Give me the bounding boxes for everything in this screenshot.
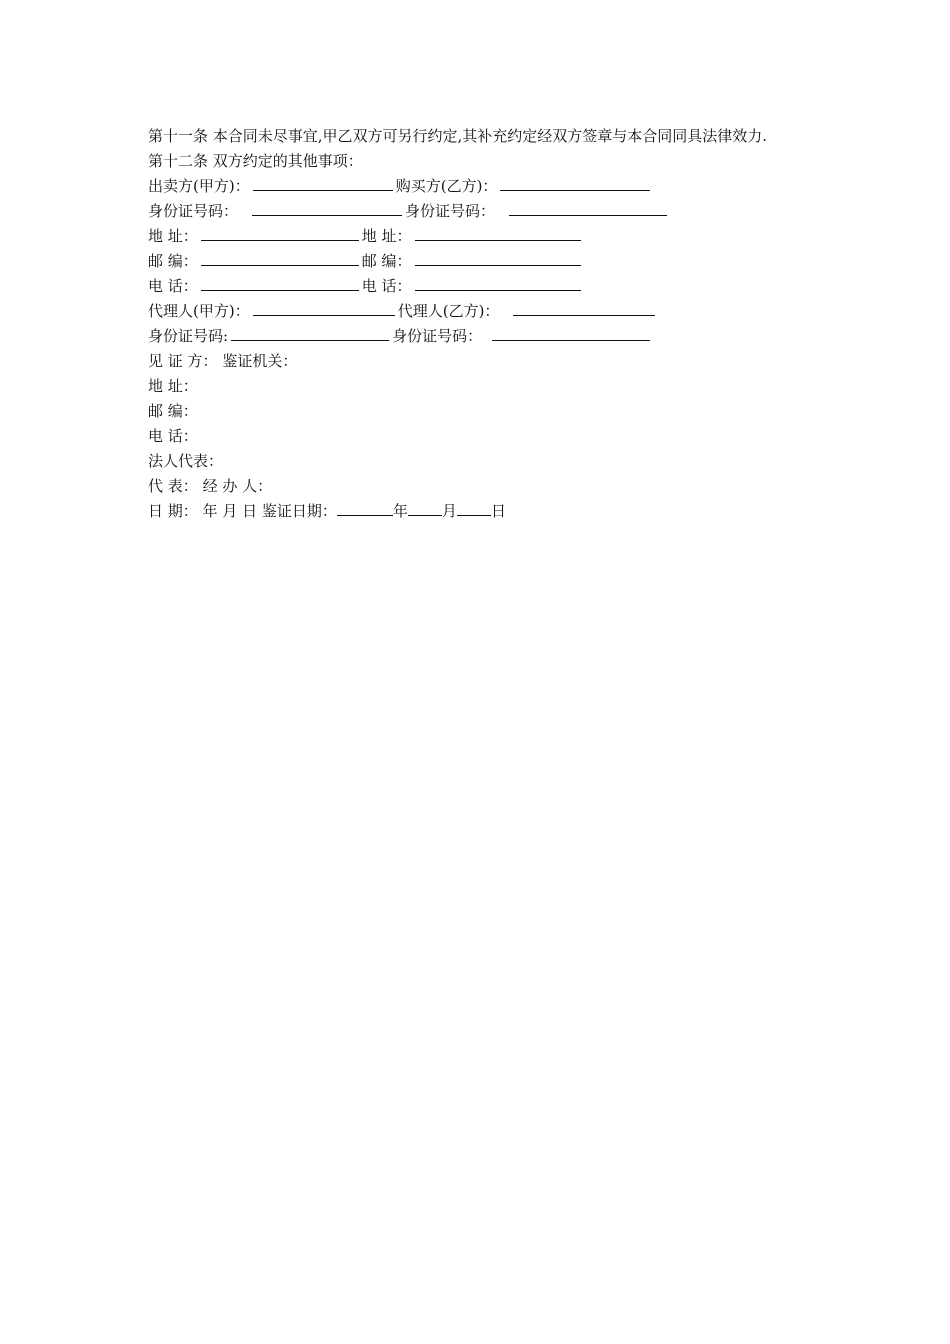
postcode-a-label: 邮 编： bbox=[148, 252, 198, 270]
handler-label: 经 办 人： bbox=[202, 477, 273, 495]
legal-representative: 法人代表： bbox=[148, 452, 224, 470]
day-label: 日 bbox=[490, 502, 506, 520]
article-12: 第十二条 双方约定的其他事项： bbox=[148, 152, 363, 170]
month-label: 月 bbox=[441, 502, 457, 520]
postcode-b-blank[interactable] bbox=[415, 250, 581, 266]
postcode-a-blank[interactable] bbox=[201, 250, 359, 266]
phone-a-blank[interactable] bbox=[201, 275, 359, 291]
representative-label: 代 表： bbox=[148, 477, 198, 495]
agent-b-label: 代理人(乙方)： bbox=[397, 302, 500, 320]
phone-b-blank[interactable] bbox=[415, 275, 581, 291]
agent-a-label: 代理人(甲方)： bbox=[148, 302, 250, 320]
address-row bbox=[148, 224, 818, 249]
id-a-label: 身份证号码： bbox=[148, 202, 239, 220]
witness-postcode: 邮 编： bbox=[148, 402, 198, 420]
seller-label: 出卖方(甲方)： bbox=[148, 177, 250, 195]
notary-date-label: 鉴证日期： bbox=[261, 502, 337, 520]
seller-blank[interactable] bbox=[253, 175, 393, 191]
address-a-blank[interactable] bbox=[201, 225, 359, 241]
representative-row bbox=[148, 474, 818, 499]
id-a-blank[interactable] bbox=[252, 200, 402, 216]
month-blank[interactable] bbox=[408, 500, 442, 516]
date-label: 日 期： bbox=[148, 502, 198, 520]
address-a-label: 地 址： bbox=[148, 227, 198, 245]
postcode-row bbox=[148, 249, 818, 274]
witness-row bbox=[148, 349, 818, 374]
date-row bbox=[148, 499, 818, 524]
witness-address: 地 址： bbox=[148, 377, 198, 395]
article-11: 第十一条 本合同未尽事宜,甲乙双方可另行约定,其补充约定经双方签章与本合同同具法律效力. bbox=[148, 127, 768, 145]
buyer-blank[interactable] bbox=[500, 175, 650, 191]
year-label: 年 bbox=[392, 502, 408, 520]
agent-id-b-blank[interactable] bbox=[492, 325, 650, 341]
agent-row bbox=[148, 299, 818, 324]
day-blank[interactable] bbox=[457, 500, 491, 516]
contract-signature-section bbox=[148, 124, 818, 524]
agent-id-b-label: 身份证号码： bbox=[392, 327, 483, 345]
year-blank[interactable] bbox=[337, 500, 393, 516]
address-b-blank[interactable] bbox=[415, 225, 581, 241]
id-b-label: 身份证号码： bbox=[405, 202, 496, 220]
buyer-label: 购买方(乙方)： bbox=[395, 177, 498, 195]
agent-a-blank[interactable] bbox=[253, 300, 395, 316]
agent-id-a-label: 身份证号码: bbox=[148, 327, 229, 345]
phone-a-label: 电 话： bbox=[148, 277, 198, 295]
agent-id-row bbox=[148, 324, 818, 349]
phone-b-label: 电 话： bbox=[361, 277, 412, 295]
seller-buyer-row bbox=[148, 174, 818, 199]
agent-id-a-blank[interactable] bbox=[231, 325, 389, 341]
witness-label: 见 证 方： bbox=[148, 352, 218, 370]
phone-row bbox=[148, 274, 818, 299]
agent-b-blank[interactable] bbox=[513, 300, 655, 316]
id-row bbox=[148, 199, 818, 224]
address-b-label: 地 址： bbox=[361, 227, 412, 245]
date-ymd: 年 月 日 bbox=[202, 502, 258, 520]
postcode-b-label: 邮 编： bbox=[361, 252, 412, 270]
id-b-blank[interactable] bbox=[509, 200, 667, 216]
notary-label: 鉴证机关： bbox=[222, 352, 298, 370]
witness-phone: 电 话： bbox=[148, 427, 198, 445]
